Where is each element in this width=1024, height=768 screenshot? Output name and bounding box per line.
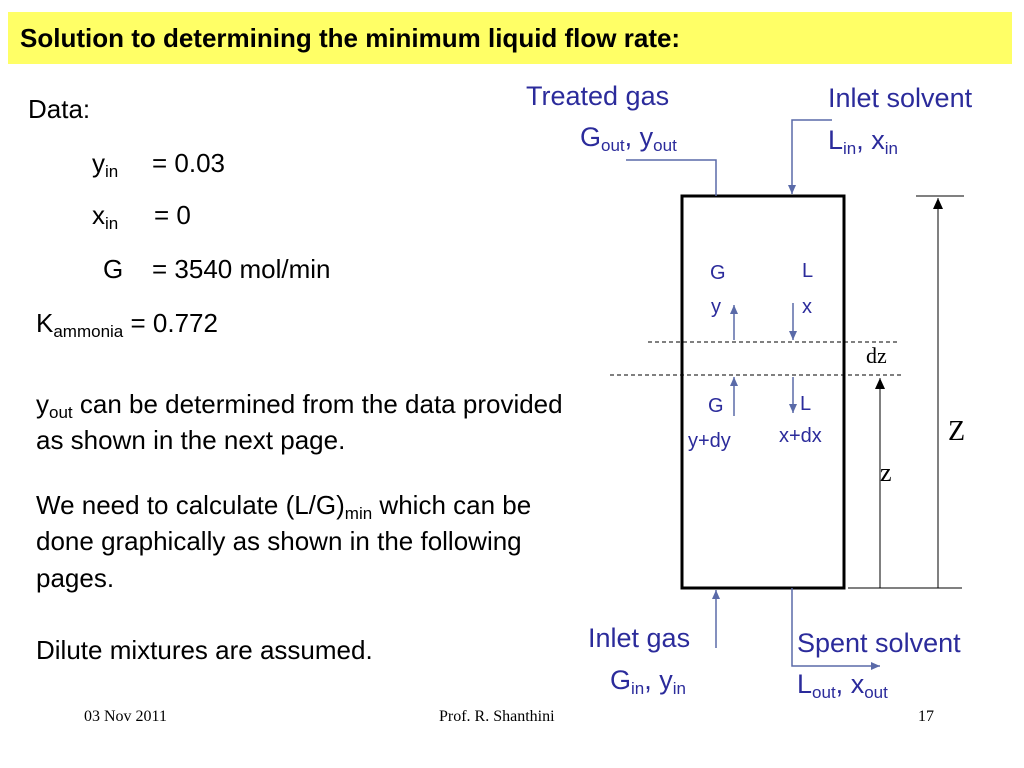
big-z-label: Z [948,416,966,447]
upper-liquid-x: x [802,296,812,318]
footer-date: 03 Nov 2011 [84,708,167,725]
paragraph-lg-min: We need to calculate $(L/G)_{min}$ which can be done graphically as shown in the following pages. [36,490,532,593]
treated-gas-label: Treated gas [526,81,670,111]
g-value: = 3540 mol/min [152,254,331,284]
small-z-label: z [880,458,892,487]
inlet-gas-vars: $G_{in}$, $y_{in}$ [610,665,686,698]
paragraph-dilute: Dilute mixtures are assumed. [36,635,373,665]
inlet-solvent-vars: $L_{in}$, $x_{in}$ [828,125,899,158]
xin-line: $x_{in}$ [92,200,119,233]
upper-liquid-l: L [802,260,814,282]
data-heading: Data: [28,94,91,124]
treated-gas-arrow [626,160,716,196]
slide-title: Solution to determining the minimum liquid flow rate: [20,22,681,53]
upper-gas-y: y [711,296,721,318]
footer-page-number: 17 [918,708,934,725]
column-box [682,196,844,588]
xin-value: = 0 [154,200,191,230]
spent-solvent-label: Spent solvent [797,628,961,658]
lower-gas-g: G [708,395,724,417]
lower-liquid-xdx: x+dx [779,425,822,447]
paragraph-yout: $y_{out}$ can be determined from the data provided as shown in the next page. [36,389,563,456]
yin-value: = 0.03 [152,148,226,178]
inlet-solvent-arrow [792,120,832,194]
yin-line: $y_{in}$ [92,148,119,181]
lower-liquid-l: L [800,393,812,415]
inlet-gas-label: Inlet gas [588,623,691,653]
spent-solvent-vars: $L_{out}$, $x_{out}$ [797,669,888,702]
footer-author: Prof. R. Shanthini [439,708,555,725]
upper-gas-g: G [710,262,726,284]
g-symbol: G [103,254,124,284]
treated-gas-vars: $G_{out}$, $y_{out}$ [580,122,677,155]
dz-label: dz [866,343,887,368]
lower-gas-ydy: y+dy [688,430,731,452]
k-ammonia-line: $K_{ammonia} = 0.772$ [36,308,218,341]
inlet-solvent-label: Inlet solvent [828,83,973,113]
